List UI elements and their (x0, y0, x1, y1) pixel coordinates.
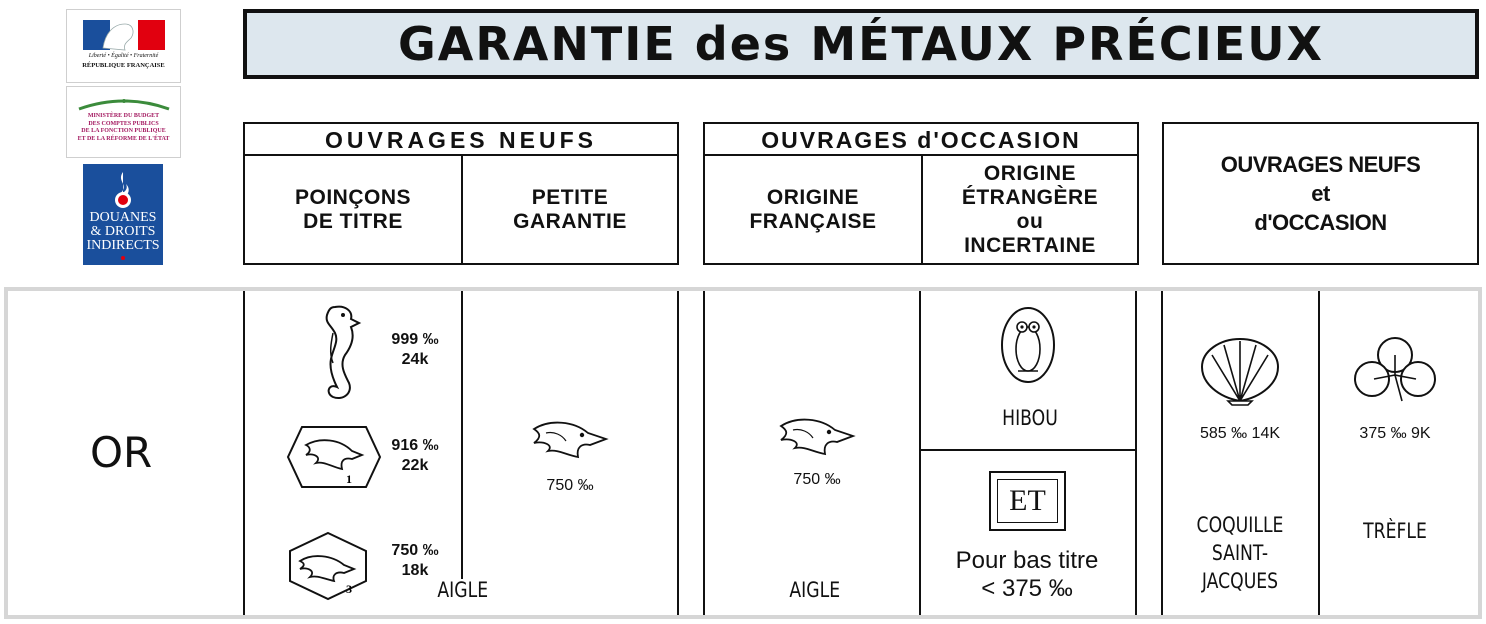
ministere-line-2: DES COMPTES PUBLICS (88, 120, 159, 127)
titre-999-value: 999 ‰ 24k (391, 331, 439, 368)
republique-francaise-logo (66, 9, 181, 83)
header-poincons-de-titre: POINÇONS DE TITRE (294, 185, 411, 233)
hexagon-mark-3: 3 (346, 582, 352, 596)
douanes-line-3: INDIRECTS (86, 238, 160, 253)
eagle-hexagon-3-icon (288, 531, 368, 601)
coquille-name: COQUILLE SAINT-JACQUES (1196, 513, 1284, 593)
clover-icon (1350, 335, 1440, 405)
hibou-label: HIBOU (1002, 406, 1058, 430)
header-ouvrages-neufs (243, 122, 679, 265)
douanes-line-1: DOUANES (89, 210, 157, 225)
eagle-head-icon-occasion (777, 412, 857, 462)
petite-garantie-value: 750 ‰ (546, 477, 594, 494)
douanes-line-2: & DROITS (90, 224, 156, 239)
ministere-line-1: MINISTÈRE DU BUDGET (87, 113, 160, 119)
header-petite-garantie: PETITE GARANTIE (513, 185, 627, 233)
titre-name-aigle: AIGLE (437, 578, 489, 602)
trefle-name: TRÈFLE (1363, 519, 1427, 543)
octagon-mark-1: 1 (346, 472, 352, 486)
header-occasion-title: OUVRAGES d'OCCASION (761, 126, 1081, 153)
douanes-logo (83, 164, 163, 265)
shell-icon (1198, 335, 1282, 405)
ministere-arc-icon (79, 97, 169, 109)
titre-916-value: 916 ‰ 22k (391, 437, 439, 474)
bas-titre-label: Pour bas titre < 375 ‰ (955, 547, 1099, 602)
header-ouvrages-occasion (703, 122, 1139, 265)
ministere-line-4: ET DE LA RÉFORME DE L'ÉTAT (77, 135, 170, 142)
flame-icon (108, 170, 138, 210)
header-neufs-et-occasion (1162, 122, 1479, 265)
eagle-head-icon (530, 415, 610, 465)
header-origine-etrangere: ORIGINE ÉTRANGÈRE ou INCERTAINE (961, 161, 1099, 257)
ministere-line-3: DE LA FONCTION PUBLIQUE (81, 128, 166, 134)
header-origine-francaise: ORIGINE FRANÇAISE (749, 185, 877, 233)
republique-motto: Liberté • Égalité • Fraternité (88, 53, 159, 59)
header-neufs-title: OUVRAGES NEUFS (325, 126, 597, 153)
owl-icon (998, 305, 1058, 385)
titre-750-value: 750 ‰ 18k (391, 542, 439, 579)
et-mark-text: ET (1009, 484, 1046, 517)
et-mark-icon (989, 471, 1066, 531)
header-both-title: OUVRAGES NEUFS et d'OCCASION (1220, 152, 1421, 235)
metal-label-or: OR (90, 428, 153, 477)
republique-name: RÉPUBLIQUE FRANÇAISE (82, 62, 165, 69)
trefle-value: 375 ‰ 9K (1359, 425, 1431, 442)
title-banner (243, 9, 1479, 79)
coquille-value: 585 ‰ 14K (1199, 425, 1281, 442)
eagle-octagon-1-icon (286, 425, 382, 489)
seahorse-icon (305, 303, 365, 403)
ministere-logo (66, 86, 181, 158)
page-title: GARANTIE des MÉTAUX PRÉCIEUX (397, 17, 1325, 71)
marianne-flag-icon (83, 20, 165, 50)
origine-francaise-value: 750 ‰ (793, 471, 841, 488)
origine-francaise-name-aigle: AIGLE (789, 578, 841, 602)
